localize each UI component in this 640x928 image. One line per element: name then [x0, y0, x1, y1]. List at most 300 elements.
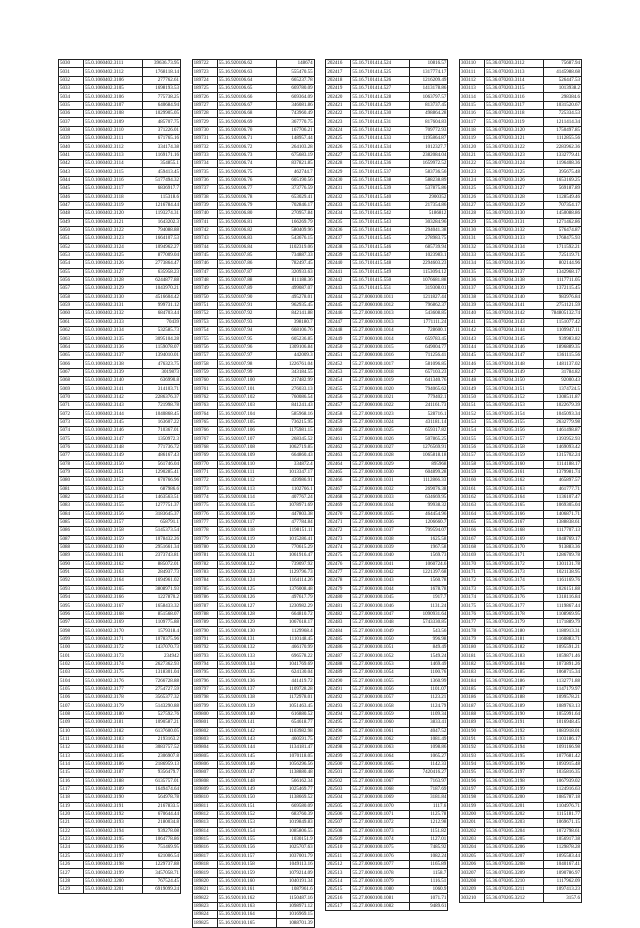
row-value: 319308.01 — [410, 285, 448, 293]
table-row — [192, 619, 314, 627]
row-id: 202485 — [326, 635, 351, 643]
row-code: 55.0.1060402.3194 — [84, 827, 143, 835]
row-code: 55.0.1060402.3107 — [84, 101, 143, 109]
row-value: 354855.1 — [143, 160, 181, 168]
row-value: 39636.73.95 — [143, 60, 181, 68]
row-value: 743960.49 — [276, 110, 314, 118]
table-row — [459, 118, 581, 126]
row-id: 5055 — [59, 268, 84, 276]
row-value: 166269.79 — [276, 218, 314, 226]
table-row — [326, 201, 448, 209]
row-value: 367770.75 — [276, 118, 314, 126]
row-code: 55.36.070205.3184 — [484, 660, 543, 668]
row-id: 5078 — [59, 460, 84, 468]
row-id: 202482 — [326, 610, 351, 618]
row-value: 1315702.24 — [543, 452, 581, 460]
table-row — [59, 552, 181, 560]
data-table — [325, 59, 448, 911]
row-value: 1095591.21 — [543, 644, 581, 652]
table-row — [59, 594, 181, 602]
table-row — [192, 410, 314, 418]
row-id: 189728 — [192, 110, 217, 118]
row-value: 1694961.02 — [143, 577, 181, 585]
row-value: 1549.24 — [410, 652, 448, 660]
row-code: 55.16.920107.94 — [217, 327, 276, 335]
row-id: 5087 — [59, 535, 84, 543]
row-value: 725119.71 — [543, 251, 581, 259]
row-value: 1031520.67 — [543, 101, 581, 109]
table-row — [459, 702, 581, 710]
row-value: 1180913.31 — [543, 627, 581, 635]
row-id: 303190 — [459, 727, 484, 735]
row-value: 2283962.36 — [543, 143, 581, 151]
row-code: 55.27.0060100.1039 — [351, 543, 410, 551]
row-id: 189756 — [192, 343, 217, 351]
row-id: 303124 — [459, 176, 484, 184]
row-value: 1059871.46 — [543, 652, 581, 660]
row-value: 1094962.27 — [143, 243, 181, 251]
row-id: 202469 — [326, 502, 351, 510]
row-code: 55.16.920108.128 — [217, 610, 276, 618]
row-id: 5049 — [59, 218, 84, 226]
row-value: 1290285.41 — [143, 468, 181, 476]
row-value: 1211827.44 — [410, 293, 448, 301]
row-id: 5099 — [59, 635, 84, 643]
row-code: 55.16.920106.63 — [217, 68, 276, 76]
row-id: 303113 — [459, 85, 484, 93]
table-row — [192, 468, 314, 476]
row-id: 303186 — [459, 694, 484, 702]
row-code: 55.0.1060402.3152 — [84, 477, 143, 485]
row-value: 148674 — [276, 60, 314, 68]
table-row — [59, 827, 181, 835]
row-code: 55.27.0060100.1037 — [351, 527, 410, 535]
row-id: 303154 — [459, 427, 484, 435]
table-row — [459, 627, 581, 635]
row-value: 1276569.91 — [410, 443, 448, 451]
row-code: 55.16.920106.64 — [217, 76, 276, 84]
table-row — [59, 352, 181, 360]
row-value: 2167833.5 — [143, 802, 181, 810]
row-id: 189762 — [192, 393, 217, 401]
row-value: 634669.95 — [410, 493, 448, 501]
row-code: 55.27.0060100.1012 — [351, 301, 410, 309]
row-value: 1286709.78 — [543, 552, 581, 560]
row-id: 202470 — [326, 510, 351, 518]
row-value: 1040868.45 — [143, 410, 181, 418]
row-code: 55.27.0060100.1067 — [351, 777, 410, 785]
row-code: 55.16.920109.146 — [217, 760, 276, 768]
row-value: 849.49 — [410, 644, 448, 652]
row-id: 303188 — [459, 710, 484, 718]
row-value: 1160883.71 — [543, 635, 581, 643]
row-code: 55.0.1060402.3174 — [84, 660, 143, 668]
row-code: 55.27.0060100.1078 — [351, 869, 410, 877]
row-value: 2773864.47 — [143, 260, 181, 268]
table-row — [326, 460, 448, 468]
row-code: 55.16.7101415.541 — [351, 201, 410, 209]
row-value: 2193163.2 — [143, 735, 181, 743]
row-id: 5042 — [59, 160, 84, 168]
row-value: 1463563.51 — [143, 493, 181, 501]
row-code: 55.16.920108.119 — [217, 535, 276, 543]
row-id: 202496 — [326, 727, 351, 735]
row-value: 1040167.41 — [543, 861, 581, 869]
row-id: 189812 — [192, 810, 217, 818]
table-row — [459, 293, 581, 301]
row-id: 189777 — [192, 518, 217, 526]
table-row — [326, 886, 448, 894]
row-value: 1098.86 — [410, 744, 448, 752]
row-code: 55.16.920107.96 — [217, 343, 276, 351]
row-code: 55.0.1060402.3170 — [84, 627, 143, 635]
row-id: 189726 — [192, 93, 217, 101]
row-id: 202515 — [326, 886, 351, 894]
row-id: 303173 — [459, 585, 484, 593]
row-value: 1406871.71 — [543, 510, 581, 518]
row-id: 202460 — [326, 427, 351, 435]
row-id: 303209 — [459, 886, 484, 894]
row-value: 696578.22 — [276, 652, 314, 660]
row-id: 5115 — [59, 769, 84, 777]
table-row — [59, 877, 181, 885]
row-value: 1372115.45 — [543, 285, 581, 293]
row-id: 303132 — [459, 243, 484, 251]
row-id: 303136 — [459, 276, 484, 284]
row-id: 202498 — [326, 744, 351, 752]
row-id: 5063 — [59, 335, 84, 343]
row-id: 303144 — [459, 343, 484, 351]
row-code: 55.0.1060402.3142 — [84, 393, 143, 401]
row-code: 55.0.1060402.3168 — [84, 610, 143, 618]
row-id: 189732 — [192, 143, 217, 151]
row-code: 55.36.070205.3206 — [484, 844, 543, 852]
table-row — [326, 585, 448, 593]
table-row — [326, 710, 448, 718]
row-code: 55.16.7101415.544 — [351, 226, 410, 234]
table-row — [59, 852, 181, 860]
row-code: 55.27.0060100.1042 — [351, 568, 410, 576]
row-value: 1119867.44 — [543, 602, 581, 610]
row-id: 303170 — [459, 560, 484, 568]
table-row — [192, 827, 314, 835]
row-id: 303202 — [459, 827, 484, 835]
row-value: 1212.98 — [410, 819, 448, 827]
row-value: 1142.33 — [410, 760, 448, 768]
table-row — [459, 226, 581, 234]
row-value: 707354.17 — [543, 201, 581, 209]
table-row — [192, 635, 314, 643]
row-id: 189743 — [192, 235, 217, 243]
table-row — [459, 877, 581, 885]
row-value: 1151077.42 — [543, 318, 581, 326]
row-id: 5101 — [59, 652, 84, 660]
table-row — [326, 135, 448, 143]
row-id: 202468 — [326, 493, 351, 501]
row-id: 303177 — [459, 619, 484, 627]
row-code: 55.27.0060100.1061 — [351, 727, 410, 735]
table-row — [59, 635, 181, 643]
row-code: 55.16.920110.162 — [217, 894, 276, 902]
row-id: 202511 — [326, 852, 351, 860]
row-code: 55.16.920107.90 — [217, 293, 276, 301]
row-code: 55.0.1060402.3173 — [84, 652, 143, 660]
row-id: 202432 — [326, 193, 351, 201]
table-row — [59, 226, 181, 234]
row-value: 1175981.15 — [276, 427, 314, 435]
row-value: 1124.79 — [410, 702, 448, 710]
row-code: 55.0.1060402.3178 — [84, 694, 143, 702]
row-id: 202492 — [326, 694, 351, 702]
row-value: 1461498.87 — [543, 427, 581, 435]
row-value: 320933.63 — [276, 268, 314, 276]
table-row — [459, 543, 581, 551]
row-id: 189729 — [192, 118, 217, 126]
row-value: 1090786.97 — [543, 869, 581, 877]
table-row — [192, 852, 314, 860]
row-code: 55.16.920106.77 — [217, 185, 276, 193]
row-id: 5046 — [59, 193, 84, 201]
table-row — [59, 568, 181, 576]
row-value: 1917.7 — [410, 594, 448, 602]
row-value: 5145373.54 — [143, 527, 181, 535]
row-value: 1206660.7 — [410, 518, 448, 526]
row-code: 55.36.070204.3146 — [484, 343, 543, 351]
row-code: 55.0.1060402.3111 — [84, 60, 143, 68]
row-code: 55.27.0060100.1021 — [351, 393, 410, 401]
table-row — [459, 310, 581, 318]
row-value: 6137600.05 — [143, 727, 181, 735]
table-row — [326, 877, 448, 885]
table-row — [192, 318, 314, 326]
row-value: 671765.16 — [143, 135, 181, 143]
row-value: 702846.17 — [276, 201, 314, 209]
row-code: 55.0.1060402.3132 — [84, 310, 143, 318]
row-id: 303203 — [459, 835, 484, 843]
row-id: 202464 — [326, 460, 351, 468]
row-code: 55.0.1060402.3108 — [84, 110, 143, 118]
row-code: 55.0.1060402.3180 — [84, 710, 143, 718]
row-code: 55.16.920109.147 — [217, 769, 276, 777]
row-id: 202420 — [326, 93, 351, 101]
row-id: 303129 — [459, 218, 484, 226]
row-code: 55.36.070203.3118 — [484, 110, 543, 118]
row-value: 1095583.44 — [543, 852, 581, 860]
row-id: 303210 — [459, 894, 484, 902]
row-value: 270957.84 — [276, 210, 314, 218]
row-code: 55.36.070205.3189 — [484, 702, 543, 710]
row-value: 1060724.6 — [410, 560, 448, 568]
row-id: 5076 — [59, 443, 84, 451]
row-code: 55.16.920109.135 — [217, 669, 276, 677]
table-row — [459, 869, 581, 877]
table-row — [326, 260, 448, 268]
table-row — [59, 560, 181, 568]
table-row — [59, 101, 181, 109]
table-row — [192, 85, 314, 93]
row-value: 1394010.01 — [143, 352, 181, 360]
row-code: 55.27.0060100.1064 — [351, 752, 410, 760]
table-row — [192, 527, 314, 535]
row-code: 55.16.920106.78 — [217, 193, 276, 201]
row-id: 5073 — [59, 418, 84, 426]
row-id: 303131 — [459, 235, 484, 243]
table-row — [326, 619, 448, 627]
row-value: 1138669.52 — [276, 794, 314, 802]
row-value: 3181.84 — [410, 794, 448, 802]
row-value: 817604.83 — [410, 118, 448, 126]
table-row — [59, 135, 181, 143]
row-code: 55.16.920107.100 — [217, 377, 276, 385]
table-row — [459, 685, 581, 693]
row-value: 1114188.17 — [543, 460, 581, 468]
row-code: 55.0.1060402.3163 — [84, 568, 143, 576]
row-value: 3565377.32 — [143, 694, 181, 702]
row-value: 1138880.48 — [276, 769, 314, 777]
table-row — [59, 669, 181, 677]
row-id: 202426 — [326, 143, 351, 151]
row-id: 202441 — [326, 268, 351, 276]
row-code: 55.16.7101415.551 — [351, 285, 410, 293]
row-id: 202437 — [326, 235, 351, 243]
row-value: 7420416.27 — [410, 769, 448, 777]
table-row — [459, 727, 581, 735]
row-code: 55.36.070205.3152 — [484, 393, 543, 401]
table-row — [59, 435, 181, 443]
table-row — [459, 810, 581, 818]
row-code: 55.27.0060100.1052 — [351, 652, 410, 660]
table-row — [459, 510, 581, 518]
row-value: 1227870.2 — [143, 594, 181, 602]
row-code: 55.0.1060402.3155 — [84, 502, 143, 510]
row-value: 576474.87 — [543, 226, 581, 234]
table-row — [59, 418, 181, 426]
row-code: 55.36.070205.3179 — [484, 619, 543, 627]
row-value: 486167.43 — [143, 452, 181, 460]
row-value: 1129968.4 — [276, 627, 314, 635]
row-value: 241161.73 — [410, 402, 448, 410]
row-value: 5743330.85 — [410, 619, 448, 627]
table-row — [192, 518, 314, 526]
data-table — [58, 59, 181, 894]
row-value: 794065.62 — [410, 385, 448, 393]
row-value: 7266728.88 — [143, 677, 181, 685]
table-row — [59, 535, 181, 543]
table-row — [459, 660, 581, 668]
row-id: 5053 — [59, 251, 84, 259]
table-row — [326, 251, 448, 259]
row-value: 1112866.33 — [410, 477, 448, 485]
row-value: 1065.27 — [410, 752, 448, 760]
row-id: 5048 — [59, 210, 84, 218]
row-value: 561746.04 — [143, 460, 181, 468]
row-id: 189767 — [192, 435, 217, 443]
row-id: 303120 — [459, 143, 484, 151]
row-code: 55.36.070204.3143 — [484, 318, 543, 326]
row-id: 189797 — [192, 685, 217, 693]
row-value: 665237.78 — [276, 76, 314, 84]
row-value: 1678.78 — [410, 585, 448, 593]
table-row — [59, 126, 181, 134]
row-code: 55.0.1060402.3183 — [84, 735, 143, 743]
row-value: 1108969.95 — [543, 610, 581, 618]
table-row — [59, 468, 181, 476]
row-value: 2632779.98 — [543, 418, 581, 426]
row-code: 55.16.7101415.543 — [351, 218, 410, 226]
row-code: 55.16.920110.157 — [217, 852, 276, 860]
row-value: 687986.6 — [143, 485, 181, 493]
row-id: 303175 — [459, 602, 484, 610]
row-code: 55.36.070203.3128 — [484, 193, 543, 201]
row-code: 55.0.1060402.3111 — [84, 135, 143, 143]
table-row — [326, 468, 448, 476]
table-row — [59, 118, 181, 126]
row-id: 202458 — [326, 410, 351, 418]
row-code: 55.0.1060402.3177 — [84, 685, 143, 693]
table-row — [59, 861, 181, 869]
row-code: 55.36.070205.3187 — [484, 685, 543, 693]
row-value: 1153094.12 — [410, 268, 448, 276]
row-id: 5105 — [59, 685, 84, 693]
row-code: 55.0.1060402.3176 — [84, 677, 143, 685]
row-code: 55.36.070205.3180 — [484, 627, 543, 635]
table-row — [459, 385, 581, 393]
row-code: 55.16.920108.110 — [217, 460, 276, 468]
table-row — [59, 327, 181, 335]
table-row — [192, 568, 314, 576]
row-value: 528716.1 — [410, 410, 448, 418]
table-row — [59, 443, 181, 451]
table-row — [59, 835, 181, 843]
row-code: 55.16.920107.99 — [217, 368, 276, 376]
row-value: 895968 — [410, 460, 448, 468]
row-code: 55.36.070205.3183 — [484, 652, 543, 660]
row-code: 55.36.070203.3115 — [484, 85, 543, 93]
row-id: 5082 — [59, 493, 84, 501]
row-code: 55.36.070203.3117 — [484, 101, 543, 109]
table-row — [192, 101, 314, 109]
row-value: 1132771.88 — [543, 677, 581, 685]
row-value: 1103186.17 — [543, 735, 581, 743]
row-id: 5044 — [59, 176, 84, 184]
row-value: 1023983.1 — [410, 251, 448, 259]
row-value: 217354.86 — [410, 201, 448, 209]
row-value: 1169171.16 — [143, 151, 181, 159]
row-id: 189809 — [192, 785, 217, 793]
table-row — [59, 85, 181, 93]
row-code: 55.27.0060100.1026 — [351, 435, 410, 443]
row-code: 55.0.1060402.3146 — [84, 427, 143, 435]
row-value: 1211414.34 — [543, 118, 581, 126]
table-row — [192, 577, 314, 585]
row-code: 55.0.1060402.3189 — [84, 785, 143, 793]
row-id: 5065 — [59, 352, 84, 360]
row-value: 461777.71 — [543, 485, 581, 493]
row-value: 2627362.93 — [143, 660, 181, 668]
row-id: 189725 — [192, 85, 217, 93]
table-row — [326, 335, 448, 343]
row-value: 1104976.71 — [543, 802, 581, 810]
row-code: 55.0.1060402.3127 — [84, 268, 143, 276]
table-row — [59, 301, 181, 309]
row-id: 5031 — [59, 68, 84, 76]
row-id: 5095 — [59, 602, 84, 610]
row-id: 189806 — [192, 760, 217, 768]
row-code: 55.16.920106.72 — [217, 143, 276, 151]
row-value: 441419.72 — [276, 677, 314, 685]
row-value: 811188.36 — [276, 276, 314, 284]
table-row — [326, 869, 448, 877]
